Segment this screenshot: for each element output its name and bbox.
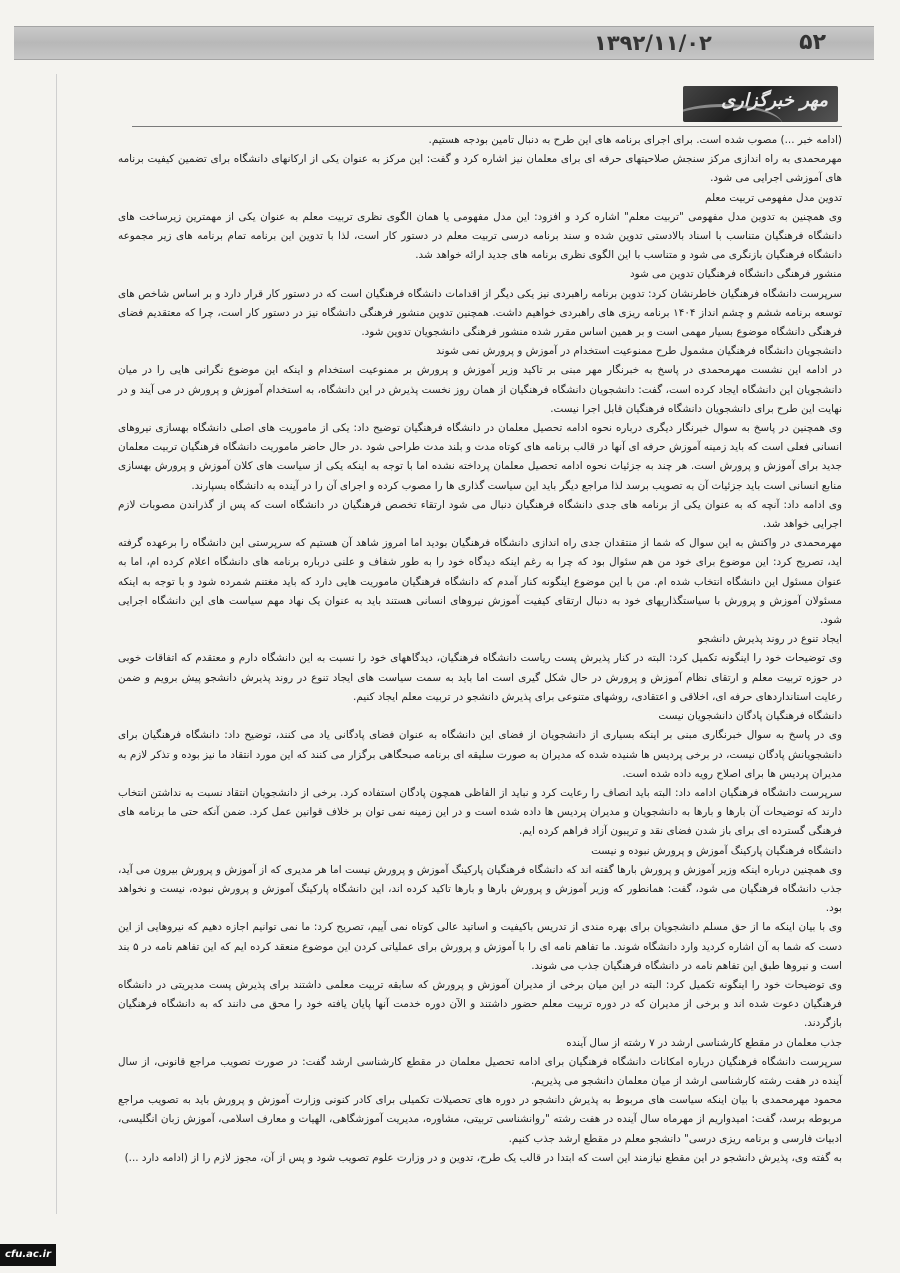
article-paragraph: به گفته وی، پذیرش دانشجو در این مقطع نیازمند این است که ابتدا در قالب یک طرح، تدوین و در وزارت علوم تصویب شود و پس از آن، مجوز لازم را از (ادامه دارد ...) bbox=[124, 1151, 842, 1164]
article-subheading: دانشگاه فرهنگیان پادگان دانشجویان نیست bbox=[658, 710, 842, 723]
article-paragraph: مهرمحمدی به راه اندازی مرکز سنجش صلاحیتهای حرفه ای برای معلمان نیز اشاره کرد و گفت: این مرکز به عنوان یکی از ارکانهای دانشگاه برای تضمین کیفیت برنامه های آموزشی اجرایی می شود. bbox=[118, 153, 842, 185]
article-subheading: ایجاد تنوع در روند پذیرش دانشجو bbox=[698, 633, 842, 646]
article-paragraph: وی در پاسخ به سوال خبرنگاری مبنی بر اینکه بسیاری از دانشجویان از فضای این دانشگاه به عنوان فضای پادگانی یاد می کنند، توضیح داد: دانشگاه فرهنگیان برای دانشجویانش پادگان نیست، در برخی پردیس ها شنیده شده که مدیران به صورت سلیقه ای برنامه صبحگاهی برگزار می کنند که این مورد انتقاد ما نیز بوده و تذکر لازم به مدیران پردیس ها برای اصلاح رویه داده شده است. bbox=[118, 729, 842, 780]
article-paragraph: در ادامه این نشست مهرمحمدی در پاسخ به خبرنگار مهر مبنی بر تاکید وزیر آموزش و پرورش بر ممنوعیت استخدام و اینکه این موضوع نگرانی هایی را در میان دانشجویان این دانشگاه ایجاد کرده است، گفت: دانشجویان دانشگاه فرهنگیان از همان روز نخست پذیرش در این دانشگاه، به استخدام آموزش و پرورش در می آیند و در نهایت این طرح برای دانشجویان دانشگاه فرهنگیان قابل اجرا نیست. bbox=[118, 364, 842, 415]
article-paragraph: وی ادامه داد: آنچه که به عنوان یکی از برنامه های جدی دانشگاه فرهنگیان دنبال می شود ارتقاء تخصص فرهنگیان در دانشگاه است که پس از گذراندن مصوبات لازم اجرایی خواهد شد. bbox=[118, 498, 842, 531]
header-rule bbox=[132, 126, 842, 127]
article-subheading: دانشجویان دانشگاه فرهنگیان مشمول طرح ممنوعیت استخدام در آموزش و پرورش نمی شوند bbox=[436, 345, 842, 358]
page-header-bar bbox=[14, 26, 874, 60]
article-subheading: تدوین مدل مفهومی تربیت معلم bbox=[705, 191, 842, 204]
article-paragraph: مهرمحمدی در واکنش به این سوال که شما از منتقدان جدی راه اندازی دانشگاه فرهنگیان بودید اما امروز شاهد آن هستیم که سرپرستی این دانشگاه را برعهده گرفته اید، تصریح کرد: این موضوع برای خود من هم سئوال بود که چرا به رغم اینکه دیدگاه خود را به طور شفاف و علنی درباره برنامه های دانشگاه اعلام کرده ام، اما به عنوان مسئول این دانشگاه انتخاب شده ام. من با این موضوع اینگونه کنار آمدم که دانشگاه فرهنگیان ماموریت هایی دارد که باید مغتنم شمرده شود و با توجه به اینکه مسئولان آموزش و پرورش با سیاستگذاریهای خود به دنبال ارتقای کیفیت آموزش نیروهای انسانی هستند باید به عنوان یک نهاد مهم سیاست های این دانشگاه اجرایی شود. bbox=[118, 537, 842, 627]
logo-text: مهر خبرگزاری bbox=[721, 90, 828, 111]
article-paragraph: سرپرست دانشگاه فرهنگیان درباره امکانات دانشگاه فرهنگیان برای ادامه تحصیل معلمان در مقطع کارشناسی ارشد گفت: در صورت تصویب مراجع قانونی، از سال آینده در هفت رشته کارشناسی ارشد از میان معلمان دانشجو می پذیریم. bbox=[118, 1055, 842, 1087]
article-paragraph: وی توضیحات خود را اینگونه تکمیل کرد: البته در این میان برخی از مدیران آموزش و پرورش که سابقه تربیت معلمی داشتند برای پذیرش پست مدیریتی در دانشگاه فرهنگیان دعوت شده اند و برخی از مدیران که در دوره تربیت معلم حضور داشتند و الآن دوره خدمت آنها پایان یافته خود را محق می دانند که به دانشگاه فرهنگیان بازگردند. bbox=[118, 978, 842, 1030]
article-paragraph: سرپرست دانشگاه فرهنگیان ادامه داد: البته باید انصاف را رعایت کرد و نباید از الفاظی همچون پادگان استفاده کرد. برخی از دانشجویان انتقاد نسبت به نداشتن انتخاب دارند که توضیحات آن بارها و بارها به دانشجویان و مدیران پردیس ها داده شده است و در این زمینه نمی توان بر خلاف قوانین عمل کرد. ضمن آنکه حتی ما برنامه های فرهنگی گسترده ای برای باز شدن فضای نقد و تریبون آزاد فراهم کرده ایم. bbox=[118, 786, 842, 838]
article-subheading: منشور فرهنگی دانشگاه فرهنگیان تدوین می شود bbox=[630, 268, 842, 281]
article-paragraph: وی همچنین به تدوین مدل مفهومی "تربیت معلم" اشاره کرد و افزود: این مدل مفهومی یا همان الگوی نظری تربیت معلم به عنوان یکی از مهمترین زیرساخت های دانشگاه فرهنگیان متناسب با اسناد بالادستی تدوین شده و سند برنامه درسی تربیت معلم در دستور کار است، لذا با تدوین این برنامه تمام برنامه های زیر مجموعه دانشگاه فرهنگیان بازنگری می شود و متناسب با این الگوی نظری برنامه های جدید ارائه خواهد شد. bbox=[118, 210, 842, 262]
article-subheading: جذب معلمان در مقطع کارشناسی ارشد در ۷ رشته از سال آینده bbox=[566, 1036, 842, 1049]
article-paragraph: وی با بیان اینکه ما از حق مسلم دانشجویان برای بهره مندی از تدریس باکیفیت و اساتید عالی کوتاه نمی آییم، تصریح کرد: ما نمی توانیم اجازه دهیم که نیروهایی از این دست که شما به آن اشاره کردید وارد دانشگاه شوند. ما تفاهم نامه ای را با آموزش و پرورش برای عملیاتی کردن این موضوع منعقد کرده ایم که این تفاهم نامه در ۵ بند است و نیروها طبق این تفاهم نامه در دانشگاه فرهنگیان جذب می شوند. bbox=[118, 921, 842, 972]
article-paragraph: وی همچنین در پاسخ به سوال خبرنگار دیگری درباره نحوه ادامه تحصیل معلمان در دانشگاه فرهنگیان توضیح داد: یکی از ماموریت های اصلی دانشگاه بهسازی نیروهای انسانی فعلی است که باید زمینه آموزش حرفه ای آنها در قالب برنامه های کوتاه مدت و بلند مدت طراحی شود .در حال حاضر ماموریت دانشگاه فرهنگیان تربیت معلمان جدید برای آموزش و پرورش است. هر چند به جزئیات نحوه ادامه تحصیل معلمان پرداخته نشده اما با توجه به اینکه یکی از سیاست های کلان آموزش و پرورش بهسازی منابع انسانی است باید جزئیات آن به تصویب برسد لذا مراجع دیگر باید این سیاست گذاری ها را مصوب کرده و اجرای آن را در آینده به دانشگاه بسپارند. bbox=[118, 422, 842, 492]
site-logo: cfu.ac.ir bbox=[0, 1244, 56, 1266]
mehr-news-logo bbox=[683, 86, 838, 122]
article-paragraph: وی توضیحات خود را اینگونه تکمیل کرد: البته در کنار پذیرش پست ریاست دانشگاه فرهنگیان، دیدگاههای خود را نسبت به این دانشگاه دارم و معتقدم که اتفاقات خوبی در حوزه تربیت معلم و ارتقای نظام آموزش و پرورش در حال شکل گیری است اما باید به سمت سیاست های ایجاد تنوع در روند پذیرش دانشجو پیش برویم و ضمن رعایت استانداردهای حرفه ای، اخلاقی و اعتقادی، روشهای متنوعی برای پذیرش دانشجو در تربیت معلم ایجاد کنیم. bbox=[118, 652, 842, 703]
page-number: ۵۲ bbox=[799, 30, 826, 55]
article-paragraph: سرپرست دانشگاه فرهنگیان خاطرنشان کرد: تدوین برنامه راهبردی نیز یکی دیگر از اقدامات دانشگاه فرهنگیان است که در دستور کار قرار دارد و بر اساس شاخص های توسعه برنامه ششم و چشم انداز ۱۴۰۴ برنامه ریزی های راهبردی خواهیم داشت. همچنین تدوین منشور فرهنگی دانشگاه نیز در دستور کار است، چرا که معتقدیم فضای فرهنگی دانشگاه موضوع بسیار مهمی است و بر همین اساس مقرر شده منشور فرهنگی دانشجویان تدوین شود. bbox=[118, 287, 843, 339]
margin-line bbox=[56, 74, 57, 1214]
article-paragraph: وی همچنین درباره اینکه وزیر آموزش و پرورش بارها گفته اند که دانشگاه فرهنگیان پارکینگ آموزش و پرورش نیست اما هر مدیری که از آموزش و پرورش بیرون می آید، جذب دانشگاه فرهنگیان می شود، گفت: همانطور که وزیر آموزش و پرورش بارها و بارها تاکید کرده اند، این دانشگاه پارکینگ آموزش و پرورش نبوده، نیست و نخواهد بود. bbox=[118, 863, 842, 915]
article-subheading: دانشگاه فرهنگیان پارکینگ آموزش و پرورش نبوده و نیست bbox=[591, 844, 842, 857]
article-paragraph: محمود مهرمحمدی با بیان اینکه سیاست های مربوط به پذیرش دانشجو در دوره های تحصیلات تکمیلی برای کادر کنونی وزارت آموزش و پرورش باید به تصویب مراجع مربوطه برسد، گفت: امیدواریم از مهرماه سال آینده در هفت رشته "روانشناسی تربیتی، مشاوره، مدیریت آموزشگاهی، الهیات و معارف اسلامی، آموزش زبان انگلیسی، ادبیات فارسی و برنامه ریزی درسی" دانشجو معلم در مقطع ارشد جذب کنیم. bbox=[118, 1094, 842, 1145]
issue-date: ۱۳۹۲/۱۱/۰۲ bbox=[594, 31, 712, 55]
article-paragraph: (ادامه خبر ...) مصوب شده است. برای اجرای برنامه های این طرح به دنبال تامین بودجه هستیم. bbox=[428, 134, 842, 146]
article-body bbox=[118, 131, 842, 1211]
